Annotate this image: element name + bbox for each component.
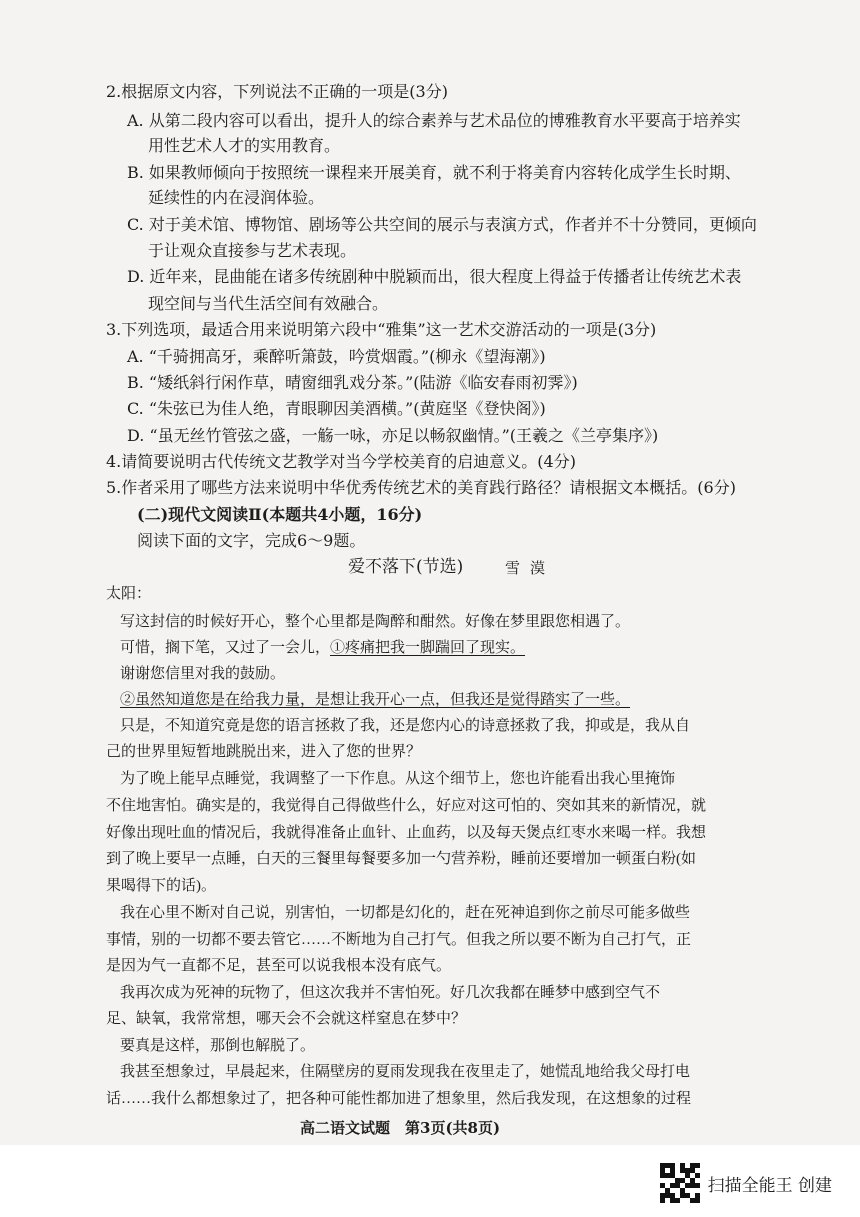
- passage-paragraph: 我在心里不断对自己说，别害怕，一切都是幻化的，赶在死神追到你之前尽可能多做些: [120, 905, 691, 921]
- q2-stem: 2.根据原文内容，下列说法不正确的一项是(3分): [106, 82, 448, 101]
- q3-stem: 3.下列选项，最适合用来说明第六段中“雅集”这一艺术交游活动的一项是(3分): [106, 320, 657, 339]
- passage-line: 好像出现吐血的情况后，我就得准备止血针、止血药，以及每天煲点红枣水来喝一样。我想: [106, 825, 707, 841]
- q5-stem: 5.作者采用了哪些方法来说明中华优秀传统艺术的美育践行路径？请根据文本概括。(6分): [106, 478, 736, 497]
- passage-salutation: 太阳：: [106, 586, 152, 602]
- passage-line: 话……我什么都想象过了，把各种可能性都加进了想象里，然后我发现，在这想象的过程: [106, 1091, 692, 1107]
- passage-paragraph: 只是，不知道究竟是您的语言拯救了我，还是您内心的诗意拯救了我，抑或是，我从自: [120, 718, 691, 734]
- passage-line: 不住地害怕。确实是的，我觉得自己得做些什么，好应对这可怕的、突如其来的新情况，就: [106, 798, 707, 814]
- passage-paragraph: 为了晚上能早点睡觉，我调整了一下作息。从这个细节上，您也许能看出我心里掩饰: [120, 771, 676, 787]
- passage-text: 可惜，搁下笔，又过了一会儿，: [120, 640, 331, 656]
- qr-code-icon: [660, 1163, 700, 1203]
- page-footer: 高二语文试题 第3页(共8页): [300, 1119, 501, 1137]
- q3-option-d: D. “虽无丝竹管弦之盛，一觞一咏，亦足以畅叙幽情。”(王羲之《兰亭集序》): [127, 426, 659, 445]
- q2-option-a: A. 从第二段内容可以看出，提升人的综合素养与艺术品位的博雅教育水平要高于培养实: [127, 111, 741, 130]
- q2-option-b-cont: 延续性的内在浸润体验。: [148, 188, 325, 207]
- passage-line: 果喝得下的话)。: [106, 878, 216, 894]
- q2-option-c: C. 对于美术馆、博物馆、剧场等公共空间的展示与表演方式，作者并不十分赞同，更倾向: [127, 215, 757, 234]
- passage-paragraph: 写这封信的时候好开心，整个心里都是陶醉和酣然。好像在梦里跟您相遇了。: [120, 614, 631, 630]
- passage-paragraph: 要真是这样，那倒也解脱了。: [120, 1038, 316, 1054]
- q3-option-a: A. “千骑拥高牙，乘醉听箫鼓，吟赏烟霞。”(柳永《望海潮》): [127, 347, 546, 366]
- passage-line: 到了晚上要早一点睡，白天的三餐里每餐要多加一勺营养粉，睡前还要增加一顿蛋白粉(如: [106, 851, 696, 867]
- passage-line: 是因为气一直都不足，甚至可以说我根本没有底气。: [106, 958, 452, 974]
- q2-option-d: D. 近年来，昆曲能在诸多传统剧种中脱颖而出，很大程度上得益于传播者让传统艺术表: [127, 267, 742, 286]
- passage-title: 爱不落下(节选): [348, 557, 464, 577]
- q4-stem: 4.请简要说明古代传统文艺教学对当今学校美育的启迪意义。(4分): [106, 452, 576, 471]
- underlined-sentence-2: ②虽然知道您是在给我力量，是想让我开心一点，但我还是觉得踏实了一些。: [120, 692, 631, 708]
- q3-option-c: C. “朱弦已为佳人绝，青眼聊因美酒横。”(黄庭坚《登快阁》): [127, 399, 546, 418]
- passage-line: 己的世界里短暂地跳脱出来，进入了您的世界？: [106, 744, 422, 760]
- q2-option-b: B. 如果教师倾向于按照统一课程来开展美育，就不利于将美育内容转化成学生长时期、: [127, 163, 741, 182]
- underlined-sentence-1: ①疼痛把我一脚踹回了现实。: [330, 640, 526, 656]
- section-heading: (二)现代文阅读Ⅱ(本题共4小题，16分): [137, 505, 423, 524]
- passage-paragraph: [120, 638, 525, 658]
- section-instruction: 阅读下面的文字，完成6～9题。: [137, 531, 366, 550]
- passage-author: 雪漠: [505, 559, 556, 577]
- q2-option-a-cont: 用性艺术人才的实用教育。: [148, 136, 341, 155]
- q2-option-c-cont: 于让观众直接参与艺术表现。: [148, 241, 357, 260]
- passage-line: 事情，别的一切都不要去管它……不断地为自己打气。但我之所以要不断为自己打气，正: [106, 932, 692, 948]
- q2-option-d-cont: 现空间与当代生活空间有效融合。: [148, 294, 389, 313]
- scanner-watermark: [660, 1163, 832, 1203]
- q3-option-b: B. “矮纸斜行闲作草，晴窗细乳戏分茶。”(陆游《临安春雨初霁》): [127, 373, 578, 392]
- passage-line: 足、缺氧，我常常想，哪天会不会就这样窒息在梦中？: [106, 1011, 467, 1027]
- watermark-text: 扫描全能王 创建: [707, 1175, 832, 1196]
- passage-paragraph: 我再次成为死神的玩物了，但这次我并不害怕死。好几次我都在睡梦中感到空气不: [120, 985, 661, 1001]
- passage-paragraph: 谢谢您信里对我的鼓励。: [120, 666, 286, 682]
- passage-paragraph: 我甚至想象过，早晨起来，住隔壁房的夏雨发现我在夜里走了，她慌乱地给我父母打电: [120, 1064, 691, 1080]
